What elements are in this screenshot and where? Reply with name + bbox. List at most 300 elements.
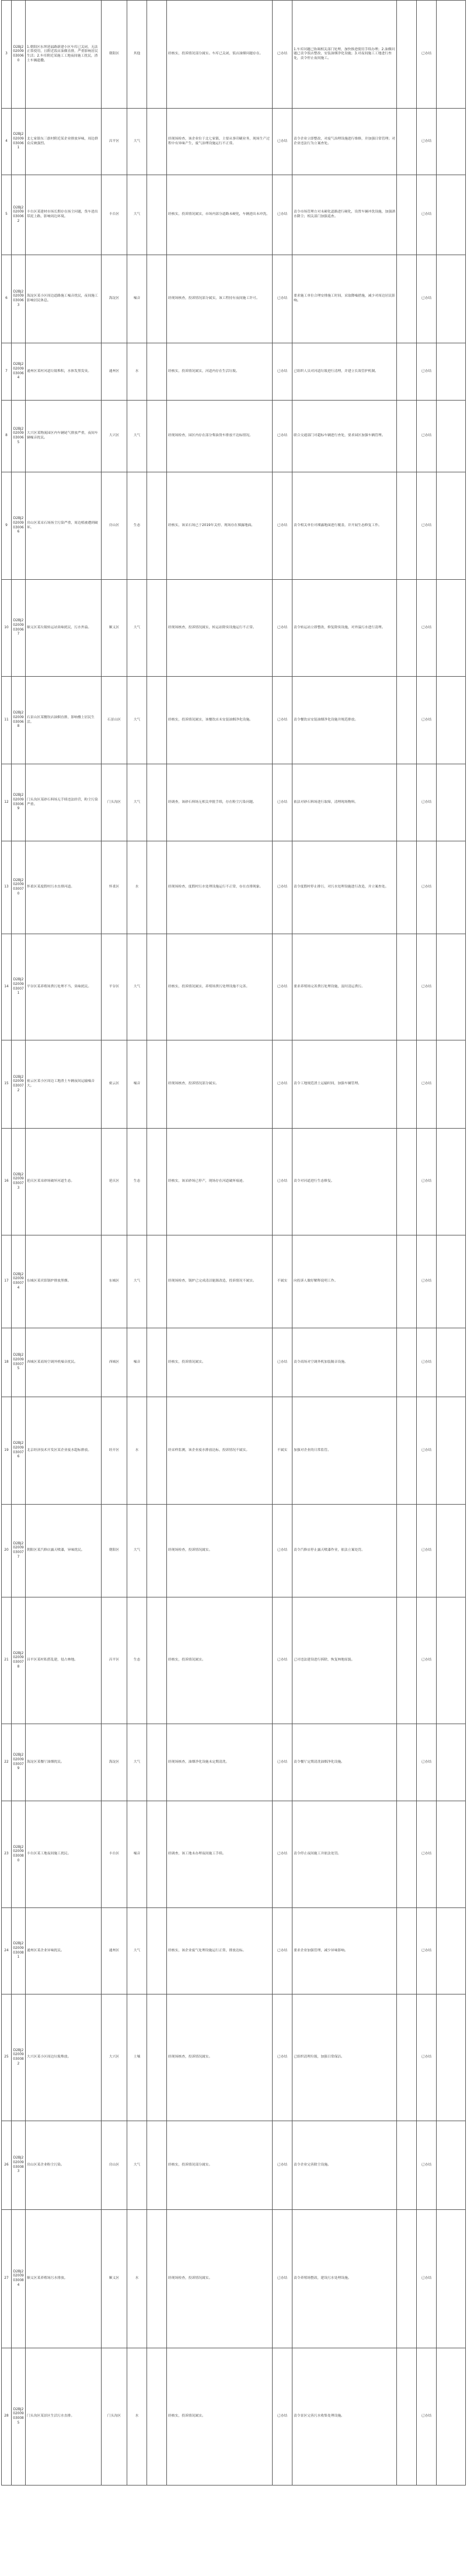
pollution-type: 大气 <box>127 2121 147 2210</box>
verification-text: 经现场核查，投诉情况部分属实，该工程持有夜间施工许可。 <box>167 255 273 343</box>
responsibility <box>397 2121 417 2210</box>
district: 石景山区 <box>102 677 127 764</box>
case-id: D2BJ202009030082 <box>12 1994 26 2121</box>
row-index: 25 <box>2 1994 12 2121</box>
level <box>147 677 167 764</box>
case-id: D2BJ202009030076 <box>12 1397 26 1505</box>
district: 顺义区 <box>102 580 127 677</box>
level <box>147 1040 167 1129</box>
district: 门头沟区 <box>102 2348 127 2486</box>
complaint-text: 北七家镇东三旗村附近某企业排放异味，周边群众反映强烈。 <box>26 109 102 175</box>
table-row <box>2 1397 466 1505</box>
table-row <box>2 2210 466 2348</box>
row-index: 10 <box>2 580 12 677</box>
note <box>437 472 466 580</box>
resolved-status: 已办结 <box>273 109 292 175</box>
completion-status: 已办结 <box>417 764 437 841</box>
row-index: 6 <box>2 255 12 343</box>
case-id: D2BJ202009030080 <box>12 1801 26 1908</box>
case-id: D2BJ202009030068 <box>12 677 26 764</box>
complaints-table <box>1 0 466 2486</box>
district: 大兴区 <box>102 1994 127 2121</box>
pollution-type: 大气 <box>127 401 147 472</box>
handling-result: 已对违法建设进行拆除，恢复林地原貌。 <box>292 1597 397 1724</box>
completion-status: 已办结 <box>417 1724 437 1801</box>
district: 朝阳区 <box>102 1505 127 1597</box>
handling-result: 要求施工单位合理安排施工时间，采取降噪措施，减少对周边居民影响。 <box>292 255 397 343</box>
case-id: D2BJ202009030075 <box>12 1328 26 1397</box>
case-id: D2BJ202009030064 <box>12 343 26 401</box>
verification-text: 经现场检查，投诉情况属实。 <box>167 1505 273 1597</box>
row-index: 15 <box>2 1040 12 1129</box>
table-row <box>2 841 466 934</box>
note <box>437 1801 466 1908</box>
verification-text: 经现场核查，投诉情况部分属实。 <box>167 1040 273 1129</box>
case-id: D2BJ202009030085 <box>12 2348 26 2486</box>
completion-status: 已办结 <box>417 1040 437 1129</box>
level <box>147 841 167 934</box>
complaint-text: 门头沟区某砂石料场无手续违法经营，粉尘污染严重。 <box>26 764 102 841</box>
pollution-type: 噪音 <box>127 1328 147 1397</box>
table-row <box>2 1801 466 1908</box>
table-row <box>2 175 466 255</box>
row-index: 11 <box>2 677 12 764</box>
verification-text: 经核实，投诉情况属实，河道内存在生活垃圾。 <box>167 343 273 401</box>
row-index: 19 <box>2 1397 12 1505</box>
row-index: 8 <box>2 401 12 472</box>
note <box>437 580 466 677</box>
pollution-type: 水 <box>127 343 147 401</box>
resolved-status: 已办结 <box>273 1908 292 1994</box>
row-index: 18 <box>2 1328 12 1397</box>
pollution-type: 大气 <box>127 764 147 841</box>
note <box>437 2210 466 2348</box>
responsibility <box>397 1908 417 1994</box>
pollution-type: 大气 <box>127 1235 147 1328</box>
handling-result: 责令企业立即整改，对废气治理设施进行维修，并加强日常管理；对企业违法行为立案查处。 <box>292 109 397 175</box>
handling-result: 已组织清理垃圾，加强日常保洁。 <box>292 1994 397 2121</box>
level <box>147 1505 167 1597</box>
note <box>437 343 466 401</box>
level <box>147 343 167 401</box>
verification-text: 经现场检查，园区内存在部分柴油货车排放不达标情况。 <box>167 401 273 472</box>
case-id: D2BJ202009030060 <box>12 1 26 109</box>
level <box>147 764 167 841</box>
case-id: D2BJ202009030079 <box>12 1724 26 1801</box>
verification-text: 经核实，投诉情况部分属实。车库已关闭，饭店油烟问题存在。 <box>167 1 273 109</box>
complaint-text: 怀柔区某度假村污水直排河道。 <box>26 841 102 934</box>
responsibility <box>397 1 417 109</box>
handling-result: 责令餐厅定期清洗油烟净化设施。 <box>292 1724 397 1801</box>
table-row <box>2 255 466 343</box>
level <box>147 2121 167 2210</box>
district: 丰台区 <box>102 1801 127 1908</box>
resolved-status: 已办结 <box>273 1505 292 1597</box>
responsibility <box>397 2348 417 2486</box>
verification-text: 经现场检查，锅炉已完成清洁能源改造，投诉情况不属实。 <box>167 1235 273 1328</box>
completion-status: 已办结 <box>417 2121 437 2210</box>
responsibility <box>397 1505 417 1597</box>
table-row <box>2 109 466 175</box>
complaint-text: 昌平区某村私搭乱建，侵占林地。 <box>26 1597 102 1724</box>
case-id: D2BJ202009030069 <box>12 764 26 841</box>
responsibility <box>397 1597 417 1724</box>
case-id: D2BJ202009030061 <box>12 109 26 175</box>
note <box>437 764 466 841</box>
table-body <box>2 1 466 2486</box>
complaint-text: 海淀区某小区周边道路施工噪音扰民，夜间施工影响居民休息。 <box>26 255 102 343</box>
pollution-type: 大气 <box>127 1908 147 1994</box>
completion-status: 已办结 <box>417 1505 437 1597</box>
pollution-type: 大气 <box>127 580 147 677</box>
responsibility <box>397 472 417 580</box>
level <box>147 2348 167 2486</box>
pollution-type: 大气 <box>127 109 147 175</box>
handling-result: 责令景区完善污水收集处理设施。 <box>292 2348 397 2486</box>
resolved-status: 已办结 <box>273 934 292 1040</box>
note <box>437 1397 466 1505</box>
table-row <box>2 2348 466 2486</box>
pollution-type: 其他 <box>127 1 147 109</box>
handling-result: 联合交通部门对超标车辆进行查处，要求园区加强车辆管理。 <box>292 401 397 472</box>
district: 通州区 <box>102 1908 127 1994</box>
level <box>147 1 167 109</box>
table-row <box>2 1505 466 1597</box>
complaint-text: 门头沟区某景区生活污水直排。 <box>26 2348 102 2486</box>
district: 通州区 <box>102 343 127 401</box>
resolved-status: 已办结 <box>273 580 292 677</box>
note <box>437 1505 466 1597</box>
completion-status: 已办结 <box>417 255 437 343</box>
case-id: D2BJ202009030070 <box>12 841 26 934</box>
case-id: D2BJ202009030065 <box>12 401 26 472</box>
resolved-status: 已办结 <box>273 1 292 109</box>
resolved-status: 已办结 <box>273 255 292 343</box>
complaint-text: 大兴区某物流园区内车辆尾气排放严重，夜间车辆噪音扰民。 <box>26 401 102 472</box>
handling-result: 责令工地规范渣土运输时间，加强车辆管理。 <box>292 1040 397 1129</box>
responsibility <box>397 109 417 175</box>
note <box>437 1328 466 1397</box>
case-id: D2BJ202009030062 <box>12 175 26 255</box>
pollution-type: 水 <box>127 2348 147 2486</box>
case-id: D2BJ202009030063 <box>12 255 26 343</box>
level <box>147 1994 167 2121</box>
note <box>437 841 466 934</box>
responsibility <box>397 175 417 255</box>
district: 房山区 <box>102 472 127 580</box>
pollution-type: 噪音 <box>127 255 147 343</box>
district: 密云区 <box>102 1040 127 1129</box>
note <box>437 1597 466 1724</box>
resolved-status: 已办结 <box>273 841 292 934</box>
complaint-text: 丰台区某工地夜间施工扰民。 <box>26 1801 102 1908</box>
responsibility <box>397 1129 417 1235</box>
completion-status: 已办结 <box>417 1235 437 1328</box>
case-id: D2BJ202009030078 <box>12 1597 26 1724</box>
table-row <box>2 1908 466 1994</box>
completion-status: 已办结 <box>417 2210 437 2348</box>
completion-status: 已办结 <box>417 934 437 1040</box>
district: 大兴区 <box>102 401 127 472</box>
case-id: D2BJ202009030077 <box>12 1505 26 1597</box>
table-row <box>2 1129 466 1235</box>
complaint-text: 石景山区某餐饮店油烟直排，影响楼上居民生活。 <box>26 677 102 764</box>
table-row <box>2 677 466 764</box>
case-id: D2BJ202009030071 <box>12 934 26 1040</box>
verification-text: 经核实，投诉情况属实，该餐饮店未安装油烟净化设施。 <box>167 677 273 764</box>
pollution-type: 大气 <box>127 175 147 255</box>
complaint-text: 丰台区某建材市场长期存在扬尘问题，货车进出带泥上路，影响周边环境。 <box>26 175 102 255</box>
table-row <box>2 1994 466 2121</box>
resolved-status: 已办结 <box>273 2210 292 2348</box>
completion-status: 已办结 <box>417 175 437 255</box>
note <box>437 1994 466 2121</box>
note <box>437 1908 466 1994</box>
complaint-text: 房山区某企业粉尘污染。 <box>26 2121 102 2210</box>
table-row <box>2 1235 466 1328</box>
district: 房山区 <box>102 2121 127 2210</box>
table-row <box>2 343 466 401</box>
note <box>437 1040 466 1129</box>
case-id: D2BJ202009030074 <box>12 1235 26 1328</box>
resolved-status: 已办结 <box>273 1328 292 1397</box>
level <box>147 1801 167 1908</box>
responsibility <box>397 1235 417 1328</box>
level <box>147 401 167 472</box>
resolved-status: 不属实 <box>273 1397 292 1505</box>
completion-status: 已办结 <box>417 1908 437 1994</box>
pollution-type: 生态 <box>127 472 147 580</box>
row-index: 12 <box>2 764 12 841</box>
table-row <box>2 1328 466 1397</box>
row-index: 27 <box>2 2210 12 2348</box>
completion-status: 已办结 <box>417 677 437 764</box>
table-row <box>2 1724 466 1801</box>
case-id: D2BJ202009030081 <box>12 1908 26 1994</box>
verification-text: 经核实，投诉情况属实，养殖场粪污处理设施不完善。 <box>167 934 273 1040</box>
table-row <box>2 2121 466 2210</box>
verification-text: 经核实，该企业废气处理设施运行正常，排放达标。 <box>167 1908 273 1994</box>
table-row <box>2 1 466 109</box>
pollution-type: 大气 <box>127 1724 147 1801</box>
note <box>437 934 466 1040</box>
complaint-text: 延庆区某采砂场破坏河道生态。 <box>26 1129 102 1235</box>
completion-status: 已办结 <box>417 109 437 175</box>
handling-result: 责令市场管理方对未硬化道路进行硬化，设置车辆冲洗设施，加强洒水降尘；相关部门加强巡查。 <box>292 175 397 255</box>
row-index: 7 <box>2 343 12 401</box>
responsibility <box>397 841 417 934</box>
table-row <box>2 1597 466 1724</box>
row-index: 3 <box>2 1 12 109</box>
complaint-text: 海淀区某餐厅油烟扰民。 <box>26 1724 102 1801</box>
verification-text: 经核实，投诉情况属实。 <box>167 1597 273 1724</box>
district: 经开区 <box>102 1397 127 1505</box>
responsibility <box>397 580 417 677</box>
pollution-type: 大气 <box>127 934 147 1040</box>
resolved-status: 已办结 <box>273 1994 292 2121</box>
note <box>437 109 466 175</box>
handling-result: 责令餐饮店安装油烟净化设施并规范排放。 <box>292 677 397 764</box>
row-index: 16 <box>2 1129 12 1235</box>
verification-text: 经核实，该采石场已于2019年关停，现场存在裸露地面。 <box>167 472 273 580</box>
table-row <box>2 934 466 1040</box>
responsibility <box>397 677 417 764</box>
note <box>437 255 466 343</box>
district: 怀柔区 <box>102 841 127 934</box>
note <box>437 1129 466 1235</box>
resolved-status: 已办结 <box>273 1597 292 1724</box>
case-id: D2BJ202009030073 <box>12 1129 26 1235</box>
pollution-type: 水 <box>127 841 147 934</box>
complaint-text: 朝阳区某汽修店露天喷漆，异味扰民。 <box>26 1505 102 1597</box>
pollution-type: 土壤 <box>127 1994 147 2121</box>
pollution-type: 生态 <box>127 1597 147 1724</box>
handling-result: 责令停止夜间施工并依法处罚。 <box>292 1801 397 1908</box>
handling-result: 责令相关单位对裸露地面进行覆盖，并开展生态修复工作。 <box>292 472 397 580</box>
handling-result: 加强对企业的日常监管。 <box>292 1397 397 1505</box>
district: 昌平区 <box>102 1597 127 1724</box>
row-index: 9 <box>2 472 12 580</box>
row-index: 23 <box>2 1801 12 1908</box>
responsibility <box>397 1801 417 1908</box>
responsibility <box>397 343 417 401</box>
pollution-type: 水 <box>127 2210 147 2348</box>
pollution-type: 噪音 <box>127 1040 147 1129</box>
table-row <box>2 472 466 580</box>
resolved-status: 已办结 <box>273 1040 292 1129</box>
level <box>147 1397 167 1505</box>
verification-text: 经调查，该砂石料场无相关审批手续，存在粉尘污染问题。 <box>167 764 273 841</box>
responsibility <box>397 2210 417 2348</box>
complaint-text: 1.朝阳区东坝延福路新建小区车库已关闭，无法正常使用，且附近饭店油烟直排，严重影响居民生活；2.车库附近某施工工地夜间施工扰民，渣土车辆遗撒。 <box>26 1 102 109</box>
note <box>437 677 466 764</box>
complaint-text: 通州区某企业异味扰民。 <box>26 1908 102 1994</box>
verification-text: 经核实，投诉情况属实。 <box>167 1328 273 1397</box>
handling-result: 责令企业完善除尘设施。 <box>292 2121 397 2210</box>
row-index: 22 <box>2 1724 12 1801</box>
district: 西城区 <box>102 1328 127 1397</box>
note <box>437 1724 466 1801</box>
resolved-status: 已办结 <box>273 2348 292 2486</box>
resolved-status: 已办结 <box>273 175 292 255</box>
level <box>147 109 167 175</box>
completion-status: 已办结 <box>417 1397 437 1505</box>
complaint-text: 顺义区某养殖场污水排放。 <box>26 2210 102 2348</box>
responsibility <box>397 934 417 1040</box>
district: 海淀区 <box>102 255 127 343</box>
note <box>437 1 466 109</box>
district: 朝阳区 <box>102 1 127 109</box>
handling-result: 责令养殖场整改，建设污水处理设施。 <box>292 2210 397 2348</box>
handling-result: 责令对河道进行生态修复。 <box>292 1129 397 1235</box>
note <box>437 2121 466 2210</box>
resolved-status: 已办结 <box>273 472 292 580</box>
level <box>147 1328 167 1397</box>
responsibility <box>397 401 417 472</box>
level <box>147 2210 167 2348</box>
note <box>437 175 466 255</box>
handling-result: 责令商场对空调外机加装隔音设施。 <box>292 1328 397 1397</box>
case-id: D2BJ202009030084 <box>12 2210 26 2348</box>
responsibility <box>397 1397 417 1505</box>
row-index: 28 <box>2 2348 12 2486</box>
verification-text: 经核实，投诉情况属实，市场内部分道路未硬化，车辆进出未冲洗。 <box>167 175 273 255</box>
district: 延庆区 <box>102 1129 127 1235</box>
resolved-status: 已办结 <box>273 677 292 764</box>
verification-text: 经核实，投诉情况部分属实。 <box>167 2121 273 2210</box>
row-index: 14 <box>2 934 12 1040</box>
table-row <box>2 764 466 841</box>
verification-text: 经采样监测，该企业废水排放达标，投诉情况不属实。 <box>167 1397 273 1505</box>
verification-text: 经现场核查，投诉情况属实。 <box>167 1994 273 2121</box>
completion-status: 已办结 <box>417 401 437 472</box>
verification-text: 经调查，该工地未办理夜间施工手续。 <box>167 1801 273 1908</box>
table-row <box>2 580 466 677</box>
responsibility <box>397 1040 417 1129</box>
resolved-status: 已办结 <box>273 343 292 401</box>
verification-text: 经核实，投诉情况属实。 <box>167 2348 273 2486</box>
handling-result: 向投诉人做好解释说明工作。 <box>292 1235 397 1328</box>
pollution-type: 大气 <box>127 1505 147 1597</box>
complaint-text: 房山区某采石场扬尘污染严重，周边植被遭到破坏。 <box>26 472 102 580</box>
district: 平谷区 <box>102 934 127 1040</box>
complaint-text: 顺义区某垃圾转运站臭味扰民，污水外溢。 <box>26 580 102 677</box>
verification-text: 经现场核查，投诉情况属实，转运站除臭设施运行不正常。 <box>167 580 273 677</box>
resolved-status: 已办结 <box>273 401 292 472</box>
complaint-text: 密云区某小区周边工地渣土车辆夜间运输噪音大。 <box>26 1040 102 1129</box>
district: 顺义区 <box>102 2210 127 2348</box>
pollution-type: 噪音 <box>127 1801 147 1908</box>
responsibility <box>397 764 417 841</box>
handling-result: 要求企业加强管理，减少异味影响。 <box>292 1908 397 1994</box>
district: 丰台区 <box>102 175 127 255</box>
row-index: 24 <box>2 1908 12 1994</box>
verification-text: 经核实，该采砂场已停产，现场存在河道破坏痕迹。 <box>167 1129 273 1235</box>
resolved-status: 已办结 <box>273 1129 292 1235</box>
completion-status: 已办结 <box>417 2348 437 2486</box>
handling-result: 依法对砂石料场进行取缔，清理现场物料。 <box>292 764 397 841</box>
resolved-status: 已办结 <box>273 2121 292 2210</box>
resolved-status: 已办结 <box>273 1801 292 1908</box>
level <box>147 175 167 255</box>
verification-text: 经现场核查，油烟净化设施未定期清洗。 <box>167 1724 273 1801</box>
district: 海淀区 <box>102 1724 127 1801</box>
handling-result: 责令度假村停止排污，对污水处理设施进行改造，并立案查处。 <box>292 841 397 934</box>
handling-result: 1.车库问题已协调相关部门处理，加快推进使用手续办理；2.油烟问题已责令饭店整改，安装油烟净化设施；3.对夜间施工工地进行查处，责令停止夜间施工。 <box>292 1 397 109</box>
completion-status: 已办结 <box>417 472 437 580</box>
complaint-text: 东城区某宾馆锅炉排放黑烟。 <box>26 1235 102 1328</box>
case-id: D2BJ202009030072 <box>12 1040 26 1129</box>
responsibility <box>397 255 417 343</box>
case-id: D2BJ202009030066 <box>12 472 26 580</box>
table-row <box>2 1040 466 1129</box>
case-id: D2BJ202009030067 <box>12 580 26 677</box>
responsibility <box>397 1724 417 1801</box>
pollution-type: 水 <box>127 1397 147 1505</box>
complaint-text: 通州区某村河道垃圾堆积，水体发黑发臭。 <box>26 343 102 401</box>
completion-status: 已办结 <box>417 343 437 401</box>
verification-text: 经现场检查，投诉情况属实。 <box>167 2210 273 2348</box>
level <box>147 580 167 677</box>
pollution-type: 生态 <box>127 1129 147 1235</box>
resolved-status: 不属实 <box>273 1235 292 1328</box>
level <box>147 255 167 343</box>
district: 门头沟区 <box>102 764 127 841</box>
handling-result: 已组织人员对河道垃圾进行清理，并建立长效管护机制。 <box>292 343 397 401</box>
handling-result: 要求养殖场完善粪污处理设施，及时清运粪污。 <box>292 934 397 1040</box>
note <box>437 2348 466 2486</box>
complaint-text: 西城区某商场空调外机噪音扰民。 <box>26 1328 102 1397</box>
